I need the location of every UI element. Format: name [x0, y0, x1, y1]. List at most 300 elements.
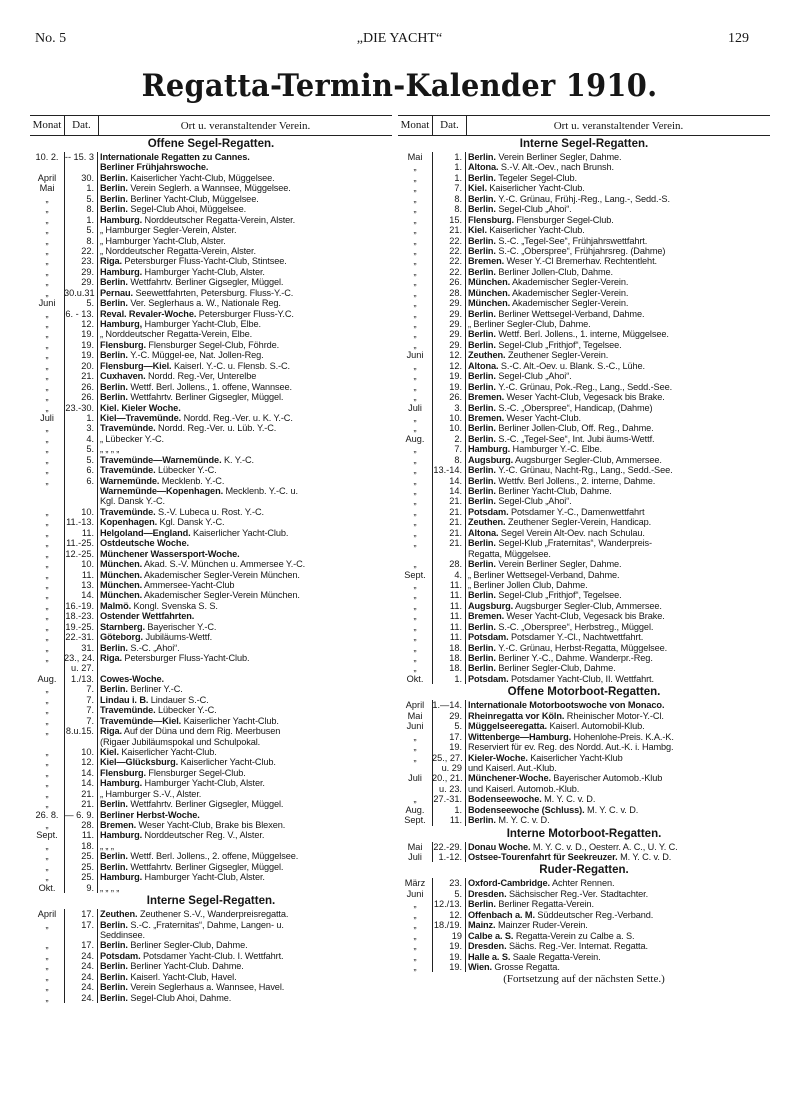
place-name: Göteborg. — [100, 632, 143, 643]
event-cell — [465, 486, 770, 496]
date-cell: 8. — [86, 235, 94, 246]
calendar-row — [398, 517, 770, 527]
date-cell: 11. — [449, 611, 462, 622]
place-name: München. — [468, 298, 511, 309]
event-cell — [465, 601, 770, 611]
calendar-row — [398, 455, 770, 465]
month-cell: „ — [45, 360, 49, 371]
date-cell — [64, 930, 97, 940]
event-cell — [97, 382, 392, 392]
place-name: Berlin. — [100, 684, 128, 695]
club-text: Wettfv. Berl Jollens., 2. interne, Dahme. — [498, 475, 656, 486]
club-text: Akademischer Segler-Verein. — [512, 277, 629, 288]
club-text: Hamburger Yacht-Club, Alster. — [144, 872, 265, 883]
event-cell — [465, 236, 770, 246]
place-name: Berlin. — [468, 235, 496, 246]
date-cell: 12. — [81, 757, 94, 768]
month-cell: Juli — [408, 852, 422, 862]
date-cell: 21. — [449, 527, 462, 538]
event-cell — [97, 872, 392, 882]
date-cell: 11.-25. — [66, 538, 94, 549]
date-cell: 7. — [86, 684, 94, 695]
calendar-row — [398, 507, 770, 517]
date-cell — [64, 737, 97, 747]
calendar-row — [30, 972, 392, 982]
month-cell: „ — [413, 183, 417, 194]
club-text: Hohenlohe-Preis. K.A.-K. — [573, 731, 674, 742]
event-cell — [465, 215, 770, 225]
event-cell — [465, 173, 770, 183]
date-cell: 22. — [449, 245, 462, 256]
calendar-row — [30, 152, 392, 162]
date-cell: 21. — [81, 799, 94, 810]
event-cell — [465, 952, 770, 962]
calendar-row — [30, 716, 392, 726]
event-cell — [97, 256, 392, 266]
club-text: „ Berliner Wettsegel-Verband, Dahme. — [468, 569, 620, 580]
place-name: Riga. — [100, 256, 122, 267]
date-cell — [432, 549, 465, 559]
journal-name: „DIE YACHT“ — [356, 31, 443, 46]
month-cell: Sept. — [36, 830, 58, 841]
club-text: Berliner Yacht-Club, Müggelsee. — [130, 193, 259, 204]
place-name: Berlin. — [100, 919, 128, 930]
calendar-row — [398, 784, 770, 794]
date-cell: 12. — [449, 909, 462, 920]
club-text: Wettf. Berl. Jollens., 1. offene, Wannsee. — [130, 381, 292, 392]
event-cell — [465, 246, 770, 256]
calendar-row — [398, 753, 770, 763]
calendar-row — [398, 643, 770, 653]
month-cell: „ — [45, 319, 49, 329]
club-text: Segel-Club „Frithjof“, Tegelsee. — [498, 590, 622, 601]
event-cell — [97, 705, 392, 715]
club-text: Mainzer Ruder-Verein. — [497, 920, 588, 931]
club-text: Berliner Jollen-Club, Dahme. — [498, 266, 613, 277]
club-text: Verein Berliner Segler, Dahme. — [498, 152, 622, 162]
month-cell: Juni — [406, 721, 424, 732]
place-name: Cuxhaven. — [100, 371, 146, 382]
month-cell: „ — [413, 496, 417, 507]
calendar-row — [398, 423, 770, 433]
place-name: München. — [100, 579, 143, 590]
calendar-row — [398, 340, 770, 350]
place-name: Berlin. — [468, 475, 496, 486]
month-cell: „ — [45, 992, 49, 1003]
month-cell: „ — [45, 653, 49, 663]
header-ort: Ort u. veranstaltender Verein. — [553, 119, 684, 132]
place-name: Berlin. — [468, 152, 496, 162]
event-cell — [465, 794, 770, 804]
date-cell: 29. — [449, 710, 462, 721]
date-cell: 1. — [86, 183, 94, 194]
event-cell — [97, 789, 392, 799]
club-text: Berliner Jollen-Club, Off. Reg., Dahme. — [498, 423, 654, 434]
month-cell: „ — [413, 287, 417, 298]
month-cell: „ — [45, 726, 49, 737]
club-text: Reserviert für ev. Reg. des Nordd. Aut.-K. i. Hambg. — [468, 742, 674, 753]
month-cell: „ — [413, 941, 417, 952]
club-text: Kgl. Dansk Y.-C. — [100, 496, 165, 507]
club-text: Süddeutscher Reg.-Verband. — [537, 909, 654, 920]
header-ort: Ort u. veranstaltender Verein. — [180, 119, 311, 132]
club-text: M. Y. C. v. D. — [620, 852, 672, 862]
club-text: Hamburger Y.-C. Elbe. — [512, 444, 603, 455]
event-cell — [97, 883, 392, 893]
month-cell: „ — [413, 371, 417, 382]
club-text: Potsdamer Y.-C., Damenwettfahrt — [511, 506, 645, 517]
club-text: „ Hamburger Yacht-Club, Alster. — [100, 235, 226, 246]
calendar-row — [398, 371, 770, 381]
event-cell — [465, 256, 770, 266]
month-cell — [30, 737, 64, 747]
club-text: Wettfahrtv. Berliner Gigsegler, Müggel. — [130, 392, 284, 403]
event-cell — [465, 773, 770, 783]
month-cell: „ — [413, 319, 417, 329]
event-cell — [465, 340, 770, 350]
club-text: und Kaiserl. Automob.-Klub. — [468, 783, 580, 794]
place-name: Berlin. — [100, 204, 128, 215]
month-cell — [30, 486, 64, 496]
calendar-row — [30, 611, 392, 621]
calendar-row — [30, 883, 392, 893]
month-cell: „ — [45, 245, 49, 256]
calendar-row — [30, 371, 392, 381]
continuation-note: (Fortsetzung auf der nächsten Sette.) — [503, 973, 665, 986]
club-text: Lindauer S.-C. — [150, 694, 209, 705]
calendar-row — [30, 204, 392, 214]
event-cell — [97, 768, 392, 778]
month-cell: „ — [45, 506, 49, 517]
month-cell: „ — [413, 663, 417, 674]
date-cell: 18. — [449, 642, 462, 653]
calendar-row — [30, 476, 392, 486]
month-cell: „ — [413, 559, 417, 570]
event-cell — [97, 632, 392, 642]
calendar-row — [30, 570, 392, 580]
date-cell: 19. — [449, 941, 462, 952]
date-cell: 12.-25. — [65, 548, 94, 559]
event-cell — [465, 899, 770, 909]
place-name: Wittenberge—Hamburg. — [468, 731, 572, 742]
date-cell: 1. — [454, 172, 462, 183]
place-name: Travemünde—Warnemünde. — [100, 454, 222, 465]
calendar-row — [30, 288, 392, 298]
month-cell: „ — [45, 256, 49, 267]
event-cell — [465, 611, 770, 621]
section-title: Offene Segel-Regatten. — [30, 136, 392, 152]
calendar-row — [398, 711, 770, 721]
event-cell — [97, 674, 392, 684]
place-name: Hamburg. — [100, 214, 143, 225]
place-name: Pernau. — [100, 287, 133, 298]
date-cell: 17. — [449, 731, 462, 742]
event-cell — [97, 747, 392, 757]
month-cell: „ — [45, 266, 49, 277]
date-cell: 19. — [81, 329, 94, 340]
month-cell: „ — [45, 308, 49, 319]
month-cell: „ — [45, 684, 49, 695]
place-name: Kieler-Woche. — [468, 752, 528, 763]
month-cell: „ — [45, 919, 49, 930]
event-cell — [97, 507, 392, 517]
month-cell: „ — [45, 569, 49, 580]
club-text: M. Y. C. v. D. — [587, 804, 639, 815]
calendar-row — [30, 830, 392, 840]
club-text: „ „ „ „ — [100, 882, 120, 893]
right-column — [398, 115, 770, 986]
club-text: „ Hamburger S.-V., Alster. — [100, 788, 202, 799]
calendar-row — [30, 695, 392, 705]
calendar-row — [398, 204, 770, 214]
month-cell: „ — [413, 162, 417, 173]
calendar-row — [398, 496, 770, 506]
month-cell: „ — [45, 235, 49, 246]
place-name: Altona. — [468, 527, 499, 538]
club-text: Sächs. Reg.-Ver. Internat. Regatta. — [508, 941, 648, 952]
place-name: Internationale Regatten zu Cannes. — [100, 152, 250, 162]
month-cell: „ — [413, 600, 417, 611]
club-text: Nordd. Reg.-Ver, Unterelbe — [148, 371, 257, 382]
event-cell — [97, 799, 392, 809]
date-cell: 7. — [86, 705, 94, 716]
place-name: Berlin. — [468, 381, 496, 392]
month-cell: „ — [45, 861, 49, 872]
date-cell: 5. — [454, 721, 462, 732]
month-cell: Sept. — [404, 569, 426, 580]
date-cell: 12. — [81, 319, 94, 329]
date-cell: 23.-30. — [65, 402, 94, 413]
calendar-row — [30, 496, 392, 506]
calendar-row — [30, 590, 392, 600]
calendar-row — [30, 194, 392, 204]
date-cell: 18. — [449, 663, 462, 674]
event-cell — [97, 570, 392, 580]
event-cell — [465, 403, 770, 413]
event-cell — [465, 204, 770, 214]
place-name: Berlin. — [468, 204, 496, 215]
event-cell — [97, 684, 392, 694]
month-cell: „ — [45, 193, 49, 204]
calendar-row — [398, 962, 770, 972]
page-number: 129 — [728, 31, 749, 46]
place-name: Berlin. — [100, 992, 128, 1003]
calendar-row — [398, 382, 770, 392]
calendar-row — [398, 899, 770, 909]
date-cell: 22. — [81, 245, 94, 256]
event-cell — [465, 931, 770, 941]
month-cell: „ — [45, 204, 49, 215]
calendar-row — [398, 413, 770, 423]
month-cell: „ — [413, 951, 417, 962]
event-cell — [97, 173, 392, 183]
header-monat: Monat — [398, 116, 433, 135]
place-name: München. — [100, 569, 143, 580]
club-text: Berliner Yacht-Club, Dahme. — [498, 486, 612, 496]
event-cell — [97, 183, 392, 193]
section-title: Ruder-Regatten. — [398, 862, 770, 878]
calendar-row — [398, 773, 770, 783]
event-cell — [97, 371, 392, 381]
club-text: Weser Yacht-Club, Vegesack bis Brake. — [506, 392, 665, 403]
column-header-right — [398, 115, 770, 136]
place-name: Berlin. — [100, 971, 128, 982]
club-text: und Kaiserl. Aut.-Klub. — [468, 762, 557, 773]
date-cell: 10. — [449, 423, 462, 434]
place-name: Berlin. — [468, 371, 496, 382]
calendar-row — [30, 674, 392, 684]
event-cell — [465, 622, 770, 632]
club-text: K. Y.-C. — [223, 454, 254, 465]
club-text: Tegeler Segel-Club. — [498, 172, 577, 183]
club-text: „ Hamburger Segler-Verein, Alster. — [100, 225, 237, 236]
event-cell — [465, 309, 770, 319]
club-text: „ „ „ „ — [100, 444, 120, 455]
date-cell: 17. — [81, 909, 94, 920]
calendar-row — [30, 982, 392, 992]
calendar-row — [30, 225, 392, 235]
place-name: Münchener Wassersport-Woche. — [100, 548, 240, 559]
month-cell: „ — [45, 621, 49, 632]
month-cell: „ — [413, 172, 417, 183]
event-cell — [97, 778, 392, 788]
calendar-row — [398, 225, 770, 235]
club-text: Hamburger Yacht-Club, Elbe. — [144, 319, 261, 329]
date-cell: 23. — [449, 878, 462, 889]
place-name: Bremen. — [468, 392, 505, 403]
club-text: Petersburger Fluss-Yacht-Club. — [124, 653, 250, 663]
calendar-row — [398, 256, 770, 266]
club-text: M. Y. C. v. D., Oesterr. A. C., U. Y. C. — [532, 841, 678, 852]
section-title: Interne Motorboot-Regatten. — [398, 826, 770, 842]
calendar-row — [30, 799, 392, 809]
month-cell: „ — [45, 788, 49, 799]
month-cell — [398, 784, 432, 794]
date-cell: 17. — [81, 919, 94, 930]
calendar-row — [30, 528, 392, 538]
place-name: Starnberg. — [100, 621, 145, 632]
month-cell: „ — [45, 872, 49, 883]
section-title: Interne Segel-Regatten. — [398, 136, 770, 152]
club-text: Kaiserl. Yacht-Club, Havel. — [130, 971, 237, 982]
date-cell: 21. — [449, 506, 462, 517]
event-cell — [97, 920, 392, 930]
month-cell: „ — [45, 423, 49, 434]
place-name: Reval. Revaler-Woche. — [100, 308, 197, 319]
place-name: Augsburg. — [468, 600, 514, 611]
event-cell — [97, 350, 392, 360]
club-text: S.-C. „Oberspree“, Herbstreg., Müggel. — [498, 621, 654, 632]
month-cell: Juni — [38, 298, 56, 309]
event-cell — [465, 267, 770, 277]
place-name: Bremen. — [468, 412, 505, 423]
month-cell: Aug. — [405, 433, 425, 444]
month-cell: „ — [45, 433, 49, 444]
club-text: Verein Seglerh. a Wannsee, Müggelsee. — [130, 183, 291, 194]
club-text: Segel Verein Alt-Oev. nach Schulau. — [500, 527, 645, 538]
club-text: Kaiserlicher Yacht-Club. — [183, 715, 279, 726]
calendar-row — [398, 580, 770, 590]
event-cell — [97, 423, 392, 433]
calendar-row — [398, 622, 770, 632]
event-cell — [97, 549, 392, 559]
month-cell: „ — [45, 971, 49, 982]
place-name: Münchener-Woche. — [468, 773, 551, 784]
calendar-row — [30, 705, 392, 715]
calendar-row — [30, 789, 392, 799]
calendar-row — [30, 267, 392, 277]
event-cell — [97, 930, 392, 940]
club-text: Kaiserl. Y.-C. u. Flensb. S.-C. — [173, 360, 290, 371]
event-cell — [465, 732, 770, 742]
place-name: Potsdam. — [468, 673, 509, 684]
event-cell — [465, 962, 770, 972]
calendar-row — [30, 993, 392, 1003]
place-name: Hamburg. — [100, 778, 143, 789]
club-text: Kongl. Svenska S. S. — [133, 600, 218, 611]
month-cell: Aug. — [37, 673, 57, 684]
place-name: Zeuthen. — [468, 350, 506, 361]
month-cell: „ — [413, 930, 417, 941]
month-cell: „ — [413, 899, 417, 910]
month-cell: „ — [413, 245, 417, 256]
club-text: Kaiserlicher Yacht-Club. — [121, 746, 217, 757]
month-cell: „ — [45, 632, 49, 643]
calendar-row — [398, 559, 770, 569]
event-cell — [97, 496, 392, 506]
club-text: Norddeutscher Regatta-Verein, Alster. — [144, 214, 296, 225]
section-title: Offene Motorboot-Regatten. — [398, 684, 770, 700]
club-text: Lübecker Y.-C. — [158, 465, 217, 476]
place-name: Berlin. — [100, 183, 128, 194]
date-cell: 30.u.31 — [64, 287, 95, 298]
club-text: Petersburger Fluss-Yacht-Club, Stintsee. — [124, 256, 287, 267]
date-cell: 16.-19. — [65, 600, 94, 611]
calendar-row — [398, 392, 770, 402]
place-name: Warnemünde—Kopenhagen. — [100, 486, 224, 496]
date-cell: 20., 21. — [432, 773, 463, 784]
date-cell: 5. — [86, 454, 94, 465]
month-cell — [398, 763, 432, 773]
club-text: Mecklenb. Y.-C. — [161, 475, 225, 486]
club-text: Kaiserlicher Yacht-Club, Müggelsee. — [130, 172, 275, 183]
month-cell: „ — [45, 579, 49, 590]
event-cell — [465, 889, 770, 899]
month-cell: „ — [413, 961, 417, 972]
month-cell: „ — [413, 475, 417, 486]
month-cell: „ — [413, 298, 417, 309]
event-cell — [465, 152, 770, 162]
place-name: Kiel. — [468, 183, 487, 194]
place-name: Kiel—Glücksburg. — [100, 757, 179, 768]
event-cell — [465, 763, 770, 773]
place-name: Berlin. — [468, 423, 496, 434]
calendar-row — [398, 403, 770, 413]
calendar-row — [398, 152, 770, 162]
place-name: Berlin. — [468, 339, 496, 350]
month-cell: „ — [413, 642, 417, 653]
event-cell — [97, 309, 392, 319]
club-text: Y.-C. Grünau, Nacht-Rg., Lang., Sedd.-See. — [498, 465, 673, 476]
date-cell: 4. — [86, 433, 94, 444]
date-cell: 8. — [454, 454, 462, 465]
place-name: Berlin. — [100, 799, 128, 810]
club-text: Kaiserlicher Yacht-Club. — [489, 183, 585, 194]
date-cell: 10. — [81, 746, 94, 757]
event-cell — [97, 517, 392, 527]
calendar-row — [398, 350, 770, 360]
place-name: Cowes-Woche. — [100, 673, 164, 684]
